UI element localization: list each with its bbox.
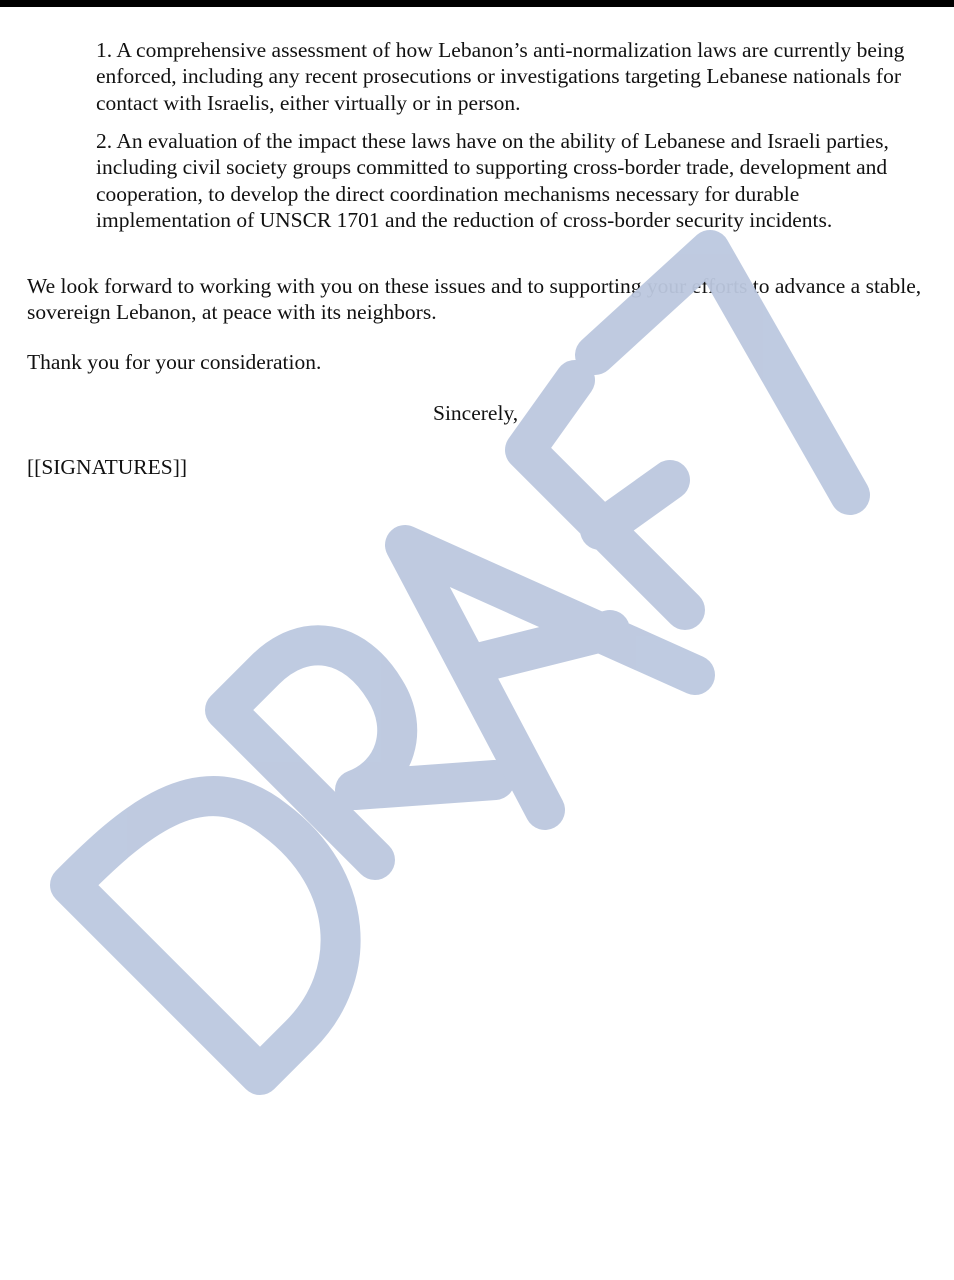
thanks-paragraph: Thank you for your consideration. [27, 350, 322, 374]
signatures-placeholder: [[SIGNATURES]] [27, 455, 188, 479]
list-item-assessment: 1. A comprehensive assessment of how Lebanon’s anti-normalization laws are currently being enforced, including any recent prosecutions or investigations targeting Lebanese nationals for contact with Israelis, either virtually or in person. [96, 38, 905, 115]
sign-off: Sincerely, [433, 401, 519, 425]
list-item-evaluation: 2. An evaluation of the impact these laws have on the ability of Lebanese and Israeli parties, including civil society groups committed to supporting cross-border trade, development and cooperation, to develop the direct coordination mechanisms necessary for durable implementation of UNSCR 1701 and the reduction of cross-border security incidents. [96, 129, 889, 232]
closing-paragraph: We look forward to working with you on these issues and to supporting your efforts to advance a stable, sovereign Lebanon, at peace with its neighbors. [27, 274, 922, 325]
